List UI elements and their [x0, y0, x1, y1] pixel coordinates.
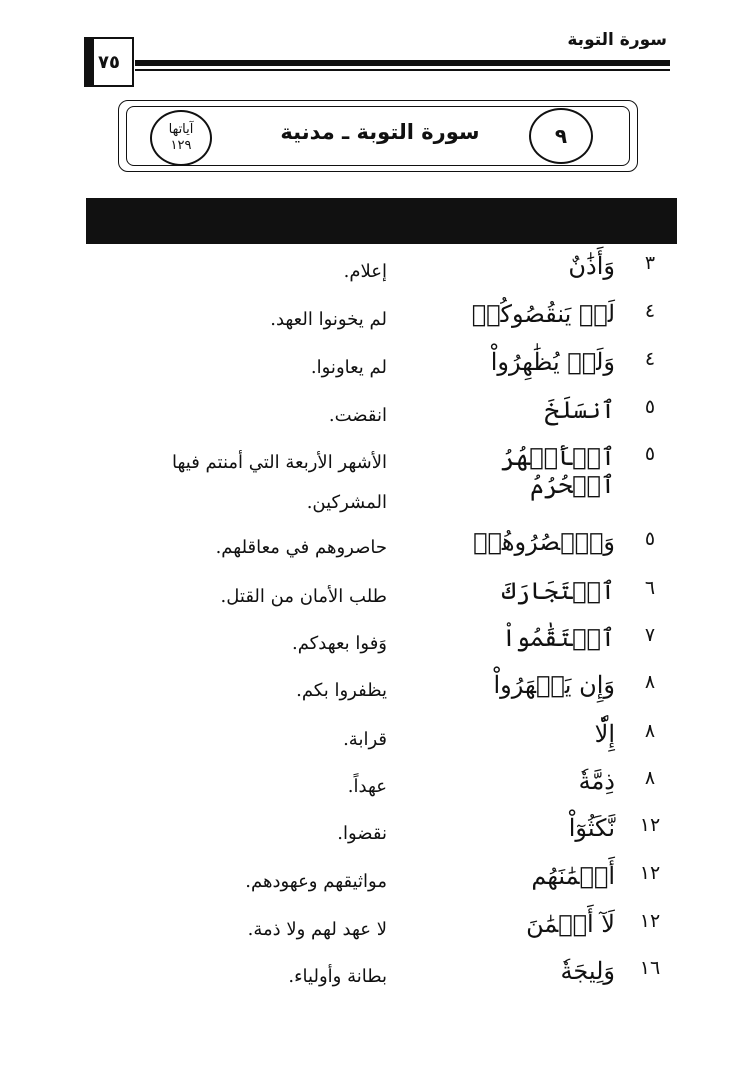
- word-meaning: قرابة.: [343, 729, 387, 750]
- quran-word: وَلَمۡ يُظَٰهِرُواْ: [490, 348, 615, 376]
- quran-word: أَيۡمَٰنَهُم: [531, 862, 615, 890]
- verse-number: ١٦: [639, 957, 661, 979]
- page-number: ٧٥: [98, 51, 120, 73]
- surah-number: ٩: [554, 124, 568, 148]
- quran-word: وَلِيجَةٗ: [560, 957, 615, 985]
- quran-word: نَّكَثُوٓاْ: [568, 814, 615, 842]
- quran-word: إِلّٗا: [594, 720, 615, 748]
- quran-word: وَإِن يَظۡهَرُواْ: [493, 671, 615, 699]
- word-meaning: نقضوا.: [337, 823, 387, 844]
- word-meaning: الأشهر الأربعة التي أمنتم فيها المشركين.: [172, 452, 387, 513]
- word-meaning: حاصروهم في معاقلهم.: [215, 537, 387, 558]
- word-meaning: يظفروا بكم.: [296, 680, 387, 701]
- word-meaning: انقضت.: [328, 405, 387, 426]
- verse-number: ١٢: [639, 814, 661, 836]
- verse-number: ١٢: [639, 862, 661, 884]
- quran-word: ذِمَّةٗ: [578, 767, 615, 795]
- verse-number: ٥: [644, 443, 656, 465]
- verse-number: ٨: [644, 767, 656, 789]
- verse-number: ٧: [644, 624, 656, 646]
- word-meaning: مواثيقهم وعهودهم.: [245, 871, 387, 892]
- quran-word: ٱنسَلَخَ: [544, 396, 615, 424]
- verse-number: ٣: [644, 252, 656, 274]
- running-head: سورة التوبة: [567, 30, 667, 50]
- verse-number: ٥: [644, 528, 656, 550]
- verse-number: ٤: [644, 348, 656, 370]
- quran-word: لَآ أَيۡمَٰنَ: [526, 910, 615, 938]
- word-meaning: وَفوا بعهدكم.: [291, 633, 387, 654]
- quran-word: ٱلۡأَشۡهُرُ ٱلۡحُرُمُ: [501, 443, 615, 499]
- word-meaning: لم يخونوا العهد.: [270, 309, 387, 330]
- word-meaning: لم يعاونوا.: [310, 357, 387, 378]
- word-meaning: بطانة وأولياء.: [288, 966, 387, 987]
- word-meaning: لا عهد لهم ولا ذمة.: [247, 919, 387, 940]
- quran-word: ٱسۡتَجَارَكَ: [501, 577, 615, 605]
- quran-word: وَأَذَٰنٌ: [568, 252, 615, 280]
- word-meaning: طلب الأمان من القتل.: [220, 586, 387, 607]
- word-meaning: عهداً.: [347, 776, 387, 797]
- verse-number: ٤: [644, 300, 656, 322]
- ayat-label: آياتها: [168, 122, 194, 137]
- verse-number: ٨: [644, 720, 656, 742]
- verse-number: ٥: [644, 396, 656, 418]
- quran-word: وَٱحۡصُرُوهُمۡ: [473, 528, 615, 556]
- quran-word: ٱسۡتَقَٰمُواْ: [501, 624, 615, 652]
- surah-title: سورة التوبة ـ مدنية: [280, 120, 480, 144]
- word-meaning: إعلام.: [343, 261, 387, 282]
- verse-number: ٨: [644, 671, 656, 693]
- ayat-count: ١٢٩: [170, 138, 192, 153]
- verse-number: ١٢: [639, 910, 661, 932]
- verse-number: ٦: [644, 577, 656, 599]
- quran-word: لَمۡ يَنقُصُوكُمۡ: [471, 300, 615, 328]
